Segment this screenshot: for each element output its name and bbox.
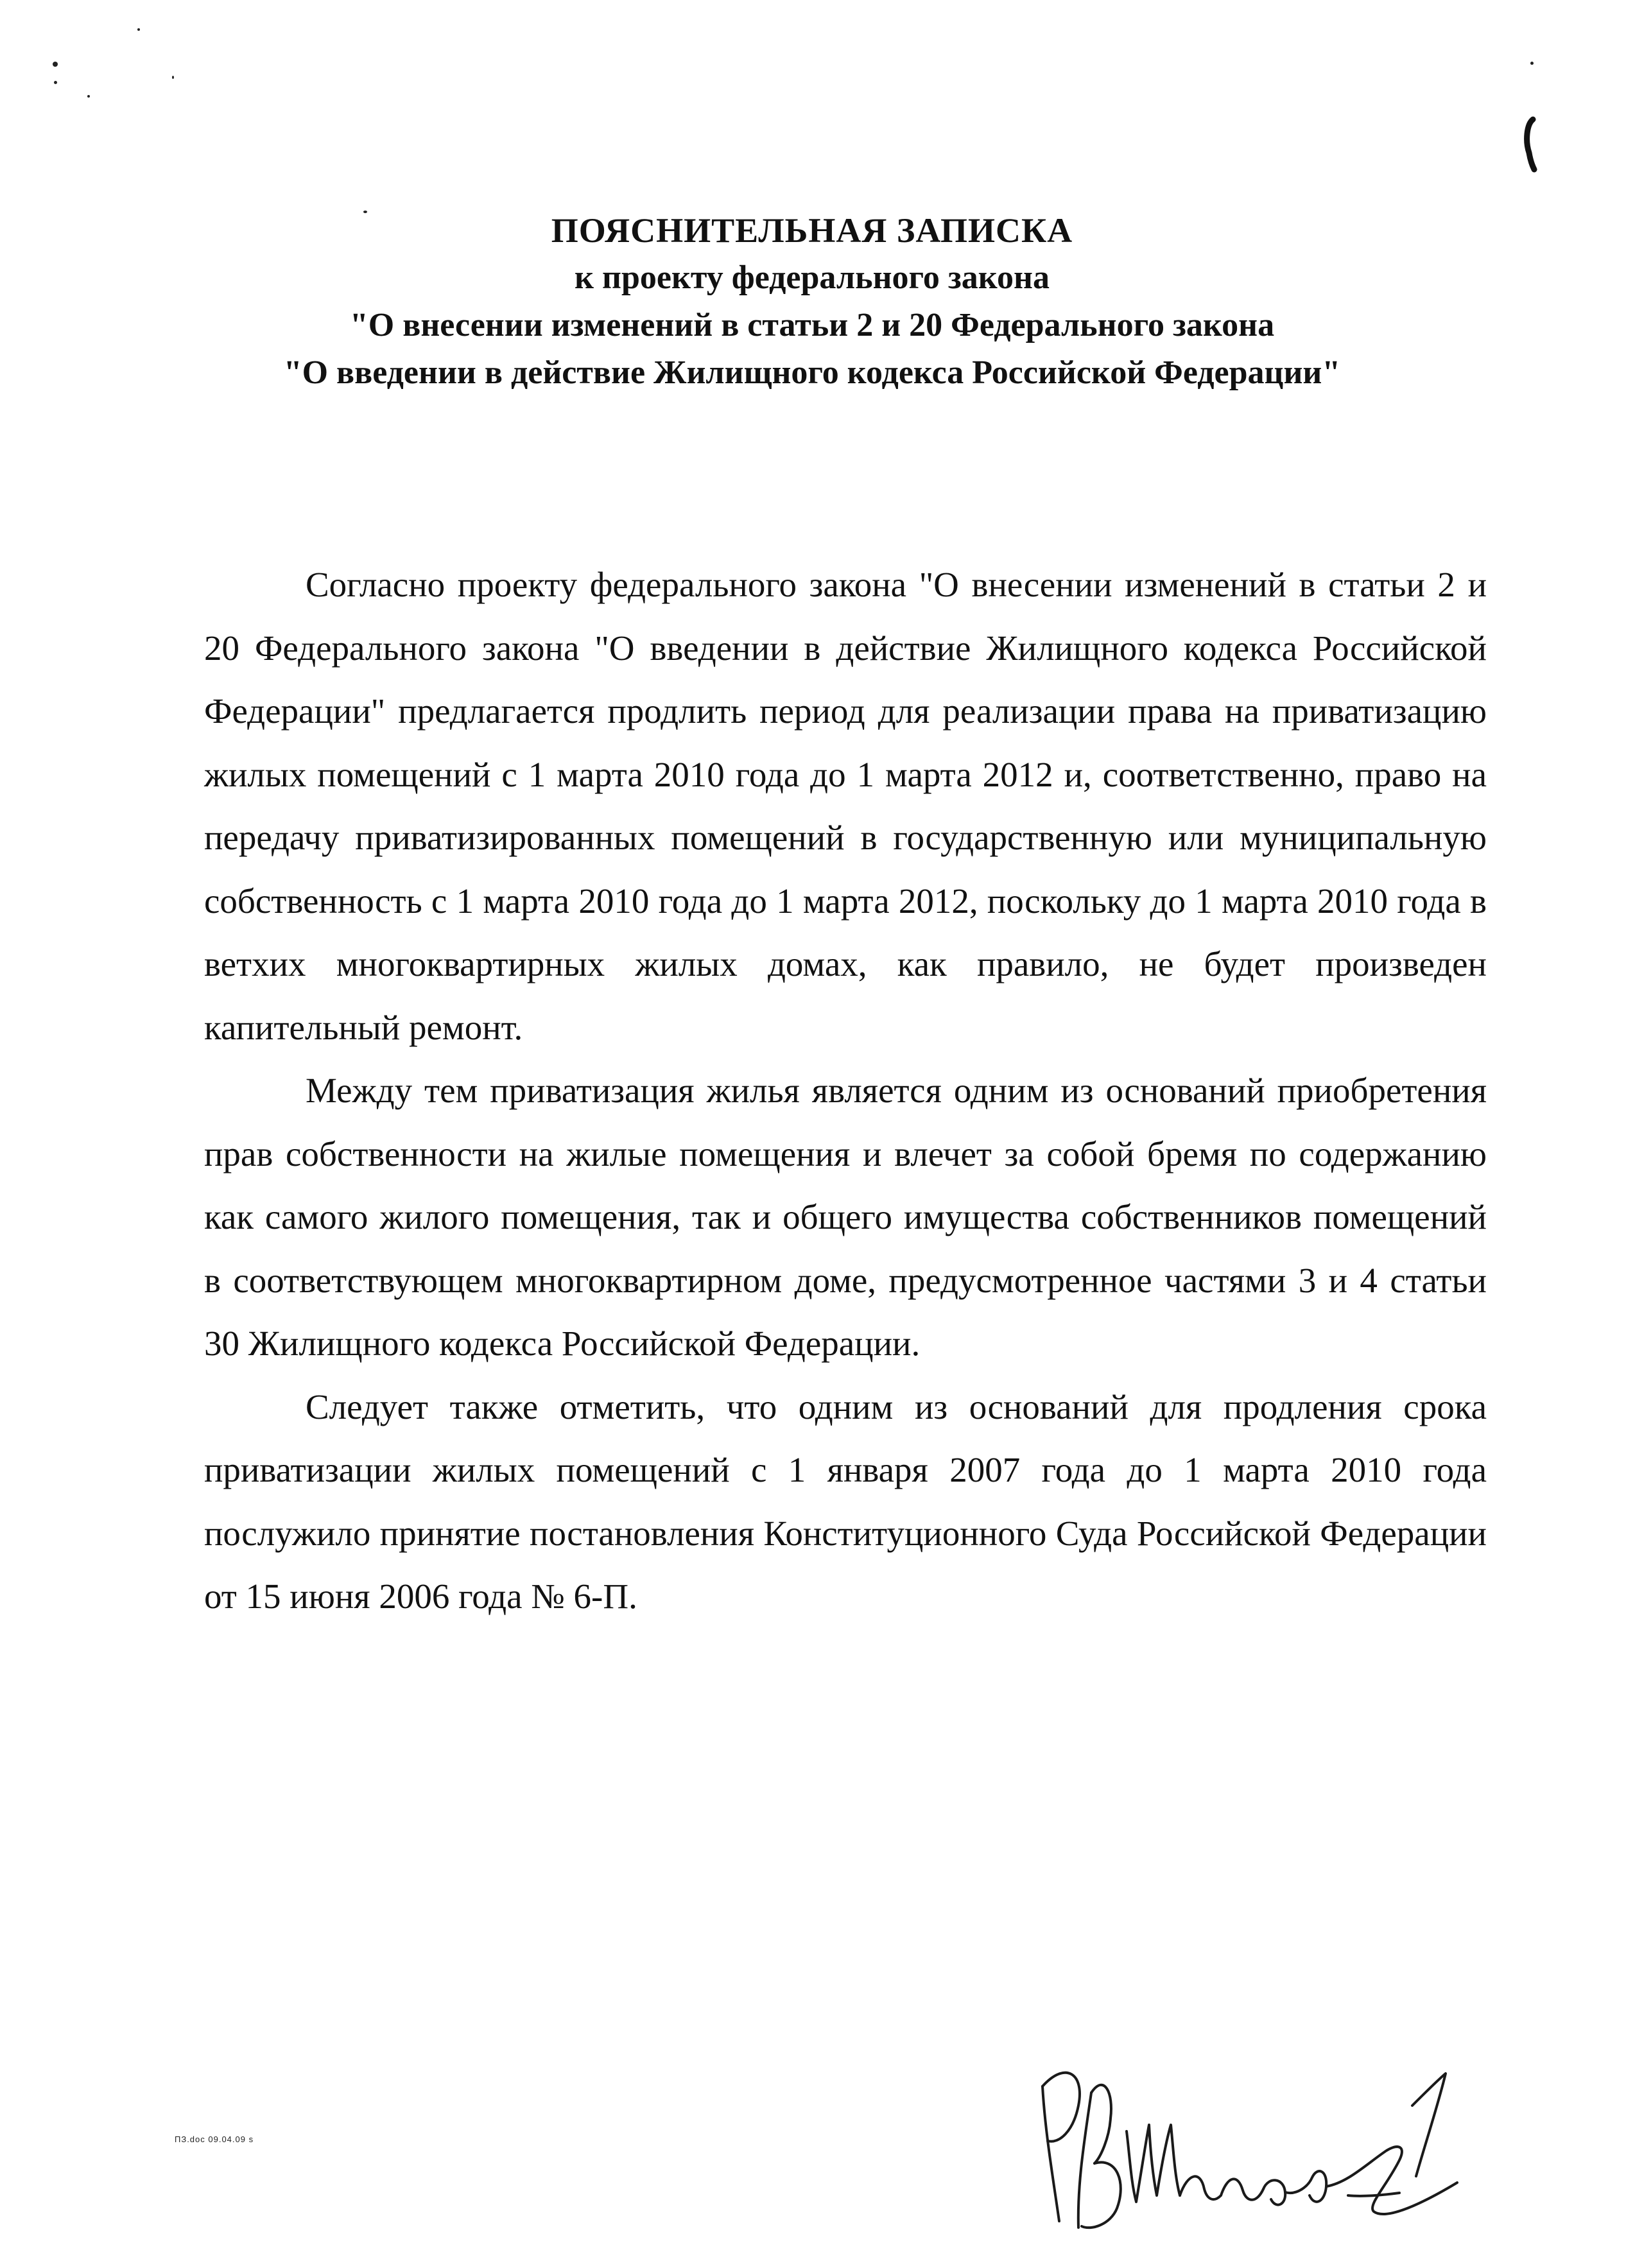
handwritten-signature-icon [989,2035,1515,2240]
scan-mark-corner [1520,116,1539,173]
subtitle-line-1: к проекту федерального закона [575,259,1050,296]
scan-speck [87,95,90,98]
scan-speck [1530,62,1534,65]
document-header [193,207,1431,397]
body-paragraph-3: Следует также отметить, что одним из оснований для продления срока приватизации жилых помещений с 1 января 2007 года до 1 марта 2010 года послужило принятие постановления Конституционного Суда Российской Федерации от 15 июня 2006 года № 6-П. [204,1387,1487,1616]
body-paragraph-2: Между тем приватизация жилья является одним из оснований приобретения прав собственности на жилые помещения и влечет за собой бремя по содержанию как самого жилого помещения, так и общего имущества собственников помещений в соответствующем многоквартирном доме, предусмотренное частями 3 и 4 статьи 30 Жилищного кодекса Российской Федерации. [204,1071,1487,1363]
scan-speck [54,81,57,84]
subtitle-line-2: "О внесении изменений в статьи 2 и 20 Федерального закона [349,307,1275,343]
document-title: ПОЯСНИТЕЛЬНАЯ ЗАПИСКА [551,211,1073,250]
document-body [204,553,1487,1629]
file-code-label: ПЗ.doc 09.04.09 s [175,2134,254,2144]
subtitle-line-3: "О введении в действие Жилищного кодекса Российской Федерации" [283,354,1341,391]
body-paragraph-1: Согласно проекту федерального закона "О внесении изменений в статьи 2 и 20 Федерального закона "О введении в действие Жилищного кодекса Российской Федерации" предлагается продлить период для реализации права на приватизацию жилых помещений с 1 марта 2010 года до 1 марта 2012 и, соответственно, право на передачу приватизированных помещений в государственную или муниципальную собственность с 1 марта 2010 года до 1 марта 2012, поскольку до 1 марта 2010 года в ветхих многоквартирных жилых домах, как правило, не будет произведен капительный ремонт. [204,565,1487,1047]
scan-speck [137,28,140,31]
scan-speck [172,76,174,79]
scan-speck [53,62,58,67]
